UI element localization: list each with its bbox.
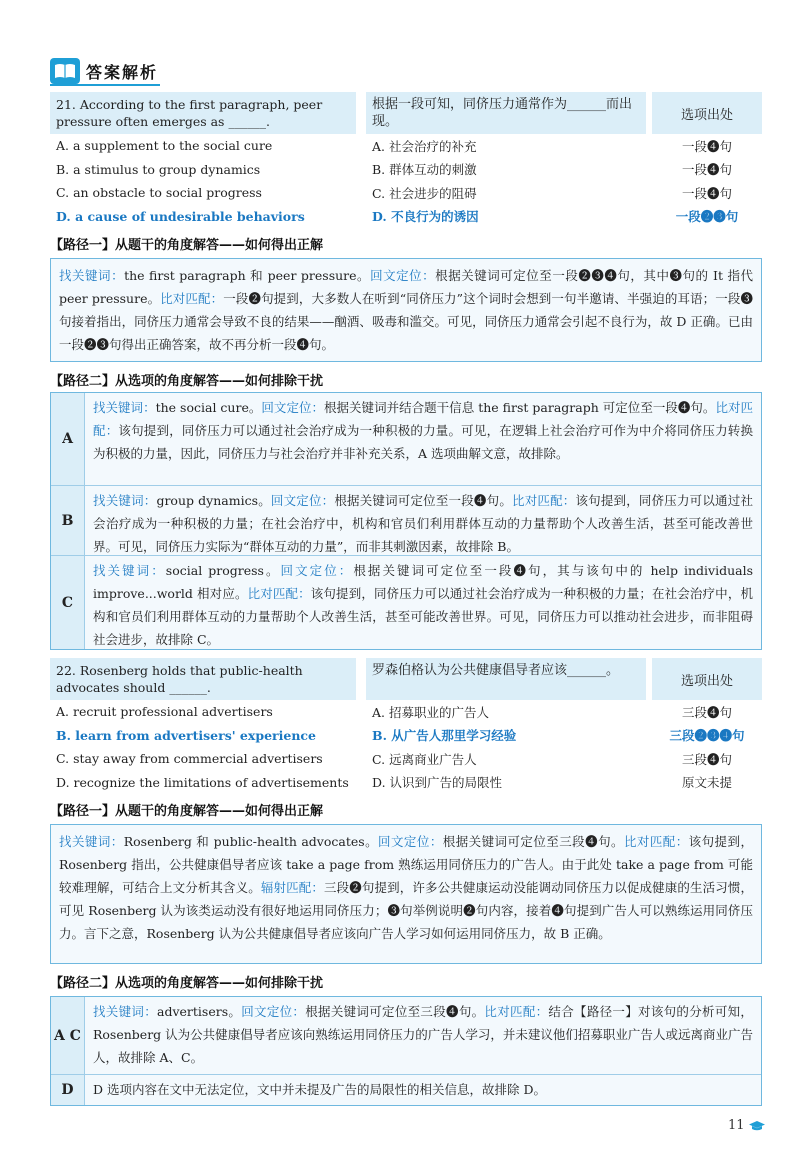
q21-route2-table xyxy=(50,392,762,650)
q21-option-a: A. a supplement to the social cure A. 社会治疗的补充 一段❹句 xyxy=(56,138,732,154)
q21-grid xyxy=(50,92,762,228)
q22-stem-zh: 罗森伯格认为公共健康倡导者应该______。 xyxy=(366,658,646,700)
q22-stem-en: 22. Rosenberg holds that public-health advocates should ______. xyxy=(50,658,356,700)
q21-option-d-correct: D. a cause of undesirable behaviors D. 不良行为的诱因 一段❷❸句 xyxy=(56,208,739,225)
q22-grid xyxy=(50,658,762,794)
graduation-cap-icon xyxy=(748,1120,766,1132)
q21-route2-row-a: A 找关键词：the social cure。回文定位：根据关键词并结合题干信息 the first paragraph 可定位至一段❹句。比对匹配：该句提到，同侪压力可以通过社会治疗成为一种积极的力量。可见，在逻辑上社会治疗可作为中介将同侪压力转换为积极的力量，因此，同侪压力与社会治疗并非补充关系，A 选项曲解文意，故排除。 xyxy=(51,393,761,486)
page-number: 11 xyxy=(728,1118,766,1133)
q21-source-header: 选项出处 xyxy=(652,92,762,134)
q22-route2-row-ac: A C 找关键词：advertisers。回文定位：根据关键词可定位至三段❹句。比对匹配：结合【路径一】对该句的分析可知，Rosenberg 认为公共健康倡导者应该向熟练运用同侪压力的广告人学习，并未建议他们招募职业广告人或远离商业广告人，故排除 A、C。 xyxy=(51,997,761,1075)
q22-option-d: D. recognize the limitations of advertisements D. 认识到广告的局限性 原文未提 xyxy=(56,774,732,791)
section-title: 答案解析 xyxy=(86,62,159,82)
q21-route2-row-c: C 找关键词：social progress。回文定位：根据关键词可定位至一段❹句，其与该句中的 help individuals improve...world 相对应。比对匹配：该句提到，同侪压力可以通过社会治疗成为一种积极的力量；在社会治疗中，机构和官员们利用群体互动的力量帮助个人改善生活，甚至可能改善世界。可见，同侪压力可以推动社会进步，而非阻碍社会进步，故排除 C。 xyxy=(51,556,761,649)
q22-route2-title: 【路径二】从选项的角度解答——如何排除干扰 xyxy=(50,976,324,991)
q21-route1-box: 找关键词：the first paragraph 和 peer pressure。回文定位：根据关键词可定位至一段❷❸❹句，其中❸句的 It 指代 peer pressure。比对匹配：一段❷句提到，大多数人在听到“同侪压力”这个词时会想到一句半邀请、半强迫的耳语；一段❸句接着指出，同侪压力通常会导致不良的结果——酗酒、吸毒和滥交。可见，同侪压力通常会引起不良行为，故 D 正确。已由一段❷❸句得出正确答案，故不再分析一段❹句。 xyxy=(50,258,762,362)
q21-stem-zh: 根据一段可知，同侪压力通常作为______而出现。 xyxy=(366,92,646,134)
q21-route2-row-b: B 找关键词：group dynamics。回文定位：根据关键词可定位至一段❹句。比对匹配：该句提到，同侪压力可以通过社会治疗成为一种积极的力量；在社会治疗中，机构和官员们利用群体互动的力量帮助个人改善生活，甚至可能改善世界。可见，同侪压力实际为“群体互动的力量”，而非其刺激因素，故排除 B。 xyxy=(51,486,761,556)
q21-route1-title: 【路径一】从题干的角度解答——如何得出正解 xyxy=(50,238,324,253)
q21-option-b: B. a stimulus to group dynamics B. 群体互动的刺激 一段❹句 xyxy=(56,161,732,178)
q22-option-a: A. recruit professional advertisers A. 招募职业的广告人 三段❹句 xyxy=(56,704,732,720)
q22-source-header: 选项出处 xyxy=(652,658,762,700)
q21-stem-en: 21. According to the first paragraph, peer pressure often emerges as ______. xyxy=(50,92,356,134)
book-icon xyxy=(50,58,80,84)
q21-option-c: C. an obstacle to social progress C. 社会进步的阻碍 一段❹句 xyxy=(56,185,732,201)
q21-route2-title: 【路径二】从选项的角度解答——如何排除干扰 xyxy=(50,374,324,389)
q22-option-b-correct: B. learn from advertisers' experience B. 从广告人那里学习经验 三段❷❸❹句 xyxy=(56,727,745,744)
q22-route1-title: 【路径一】从题干的角度解答——如何得出正解 xyxy=(50,804,324,819)
q22-route1-box: 找关键词：Rosenberg 和 public-health advocates。回文定位：根据关键词可定位至三段❹句。比对匹配：该句提到，Rosenberg 指出，公共健康倡导者应该 take a page from 熟练运用同侪压力的广告人。由于此处 take a page from 可能较难理解，可结合上文分析其含义。辐射匹配：三段❷句提到，许多公共健康运动没能调动同侪压力以促成健康的生活习惯，可见 Rosenberg 认为该类运动没有很好地运用同侪压力；❸句举例说明❷句内容，接着❹句提到广告人可以熟练运用同侪压力。言下之意，Rosenberg 认为公共健康倡导者应该向广告人学习如何运用同侪压力，故 B 正确。 xyxy=(50,824,762,964)
q22-option-c: C. stay away from commercial advertisers C. 远离商业广告人 三段❹句 xyxy=(56,751,732,767)
q22-route2-row-d: D D 选项内容在文中无法定位，文中并未提及广告的局限性的相关信息，故排除 D。 xyxy=(51,1075,761,1105)
section-header xyxy=(50,58,158,84)
q22-route2-table xyxy=(50,996,762,1106)
header-underline xyxy=(50,84,160,86)
